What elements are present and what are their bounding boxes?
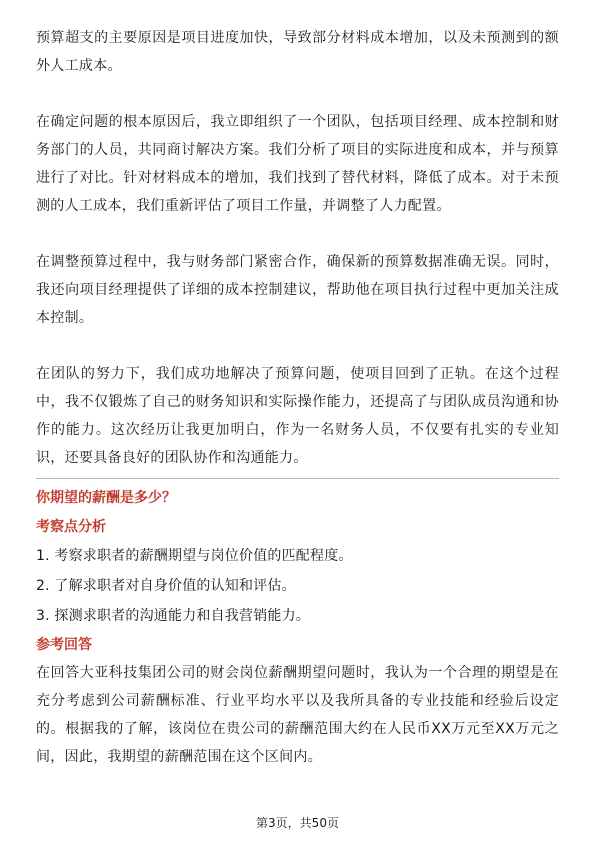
body-paragraph: 在确定问题的根本原因后，我立即组织了一个团队，包括项目经理、成本控制和财务部门的人员，共同商讨解决方案。我们分析了项目的实际进度和成本，并与预算进行了对比。针对材料成本的增加，我们找到了替代材料，降低了成本。对于未预测的人工成本，我们重新评估了项目工作量，并调整了人力配置。 (36, 114, 559, 214)
answer-paragraph: 在回答大亚科技集团公司的财会岗位薪酬期望问题时，我认为一个合理的期望是在充分考虑到公司薪酬标准、行业平均水平以及我所具备的专业技能和经验后设定的。根据我的了解，该岗位在贵公司的薪酬范围大约在人民币XX万元至XX万元之间，因此，我期望的薪酬范围在这个区间内。 (36, 665, 559, 765)
analysis-list (36, 541, 559, 631)
page-number: 第3页，共50页 (256, 816, 339, 830)
list-item: 2. 了解求职者对自身价值的认知和评估。 (36, 578, 296, 594)
document-page (36, 24, 559, 771)
section-divider (36, 478, 559, 479)
body-paragraph: 在调整预算过程中，我与财务部门紧密合作，确保新的预算数据准确无误。同时，我还向项目经理提供了详细的成本控制建议，帮助他在项目执行过程中更加关注成本控制。 (36, 254, 559, 326)
body-paragraph: 预算超支的主要原因是项目进度加快，导致部分材料成本增加，以及未预测到的额外人工成本。 (36, 30, 559, 74)
list-item: 3. 探测求职者的沟通能力和自我营销能力。 (36, 608, 311, 624)
question-title: 你期望的薪酬是多少？ (36, 490, 176, 506)
analysis-heading: 考察点分析 (36, 519, 106, 535)
list-item: 1. 考察求职者的薪酬期望与岗位价值的匹配程度。 (36, 548, 353, 564)
answer-heading: 参考回答 (36, 637, 92, 653)
body-paragraph: 在团队的努力下，我们成功地解决了预算问题，使项目回到了正轨。在这个过程中，我不仅锻炼了自己的财务知识和实际操作能力，还提高了与团队成员沟通和协作的能力。这次经历让我更加明白，作为一名财务人员，不仅要有扎实的专业知识，还要具备良好的团队协作和沟通能力。 (36, 366, 559, 466)
